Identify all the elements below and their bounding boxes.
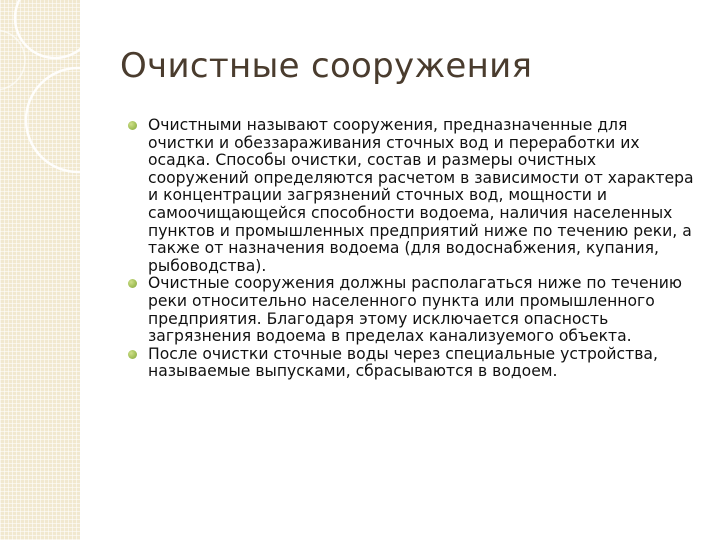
bullet-item-3 bbox=[148, 346, 696, 381]
bullet-item-2 bbox=[148, 275, 696, 345]
decorative-circles bbox=[0, 0, 80, 540]
bullet-marker-icon bbox=[128, 350, 137, 359]
decorative-side-panel bbox=[0, 0, 80, 540]
bullet-text: Очистные сооружения должны располагаться ниже по течению реки относительно населенного пункта или промышленного предприятия. Благодаря этому исключается опасность загрязнения водоема в пределах канализуемого объекта. bbox=[148, 274, 683, 346]
bullet-item-1 bbox=[148, 117, 696, 275]
bullet-text: После очистки сточные воды через специальные устройства, называемые выпусками, сбрасываются в водоем. bbox=[148, 344, 658, 381]
slide-title: Очистные сооружения bbox=[120, 46, 533, 86]
bullet-marker-icon bbox=[128, 279, 137, 288]
bullet-list bbox=[148, 117, 696, 381]
bullet-marker-icon bbox=[128, 121, 137, 130]
bullet-text: Очистными называют сооружения, предназначенные для очистки и обеззараживания сточных вод и переработки их осадка. Способы очистки, состав и размеры очистных сооружений определяются расчетом в зависимости от характера и концентрации загрязнений сточных вод, мощности и самоочищающейся способности водоема, наличия населенных пунктов и промышленных предприятий ниже по течению реки, а также от назначения водоема (для водоснабжения, купания, рыбоводства). bbox=[148, 116, 694, 275]
